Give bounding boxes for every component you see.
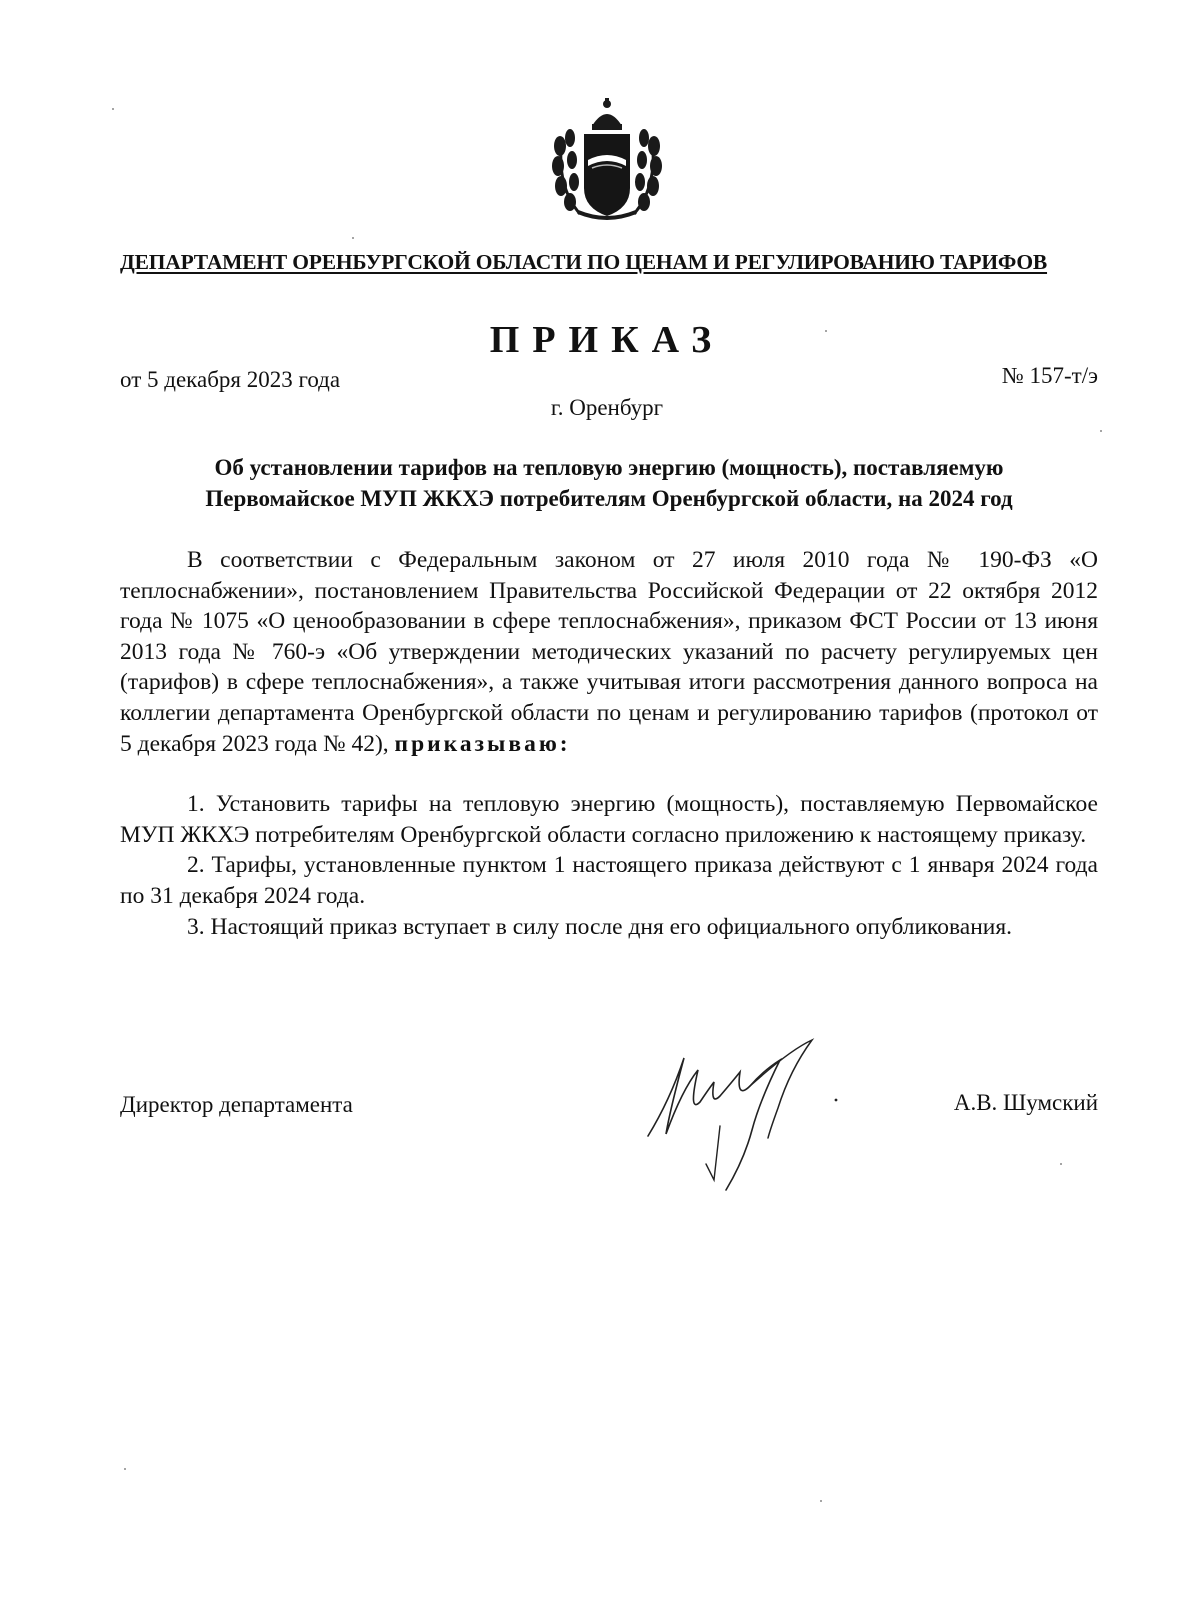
document-type: ПРИКАЗ (489, 319, 725, 361)
scan-speck (825, 330, 827, 332)
order-subject (120, 452, 1098, 514)
scan-speck (820, 1500, 822, 1502)
city: г. Оренбург (550, 395, 664, 420)
handwritten-signature (640, 1030, 860, 1205)
subject-line-1: Об установлении тарифов на тепловую энергию (мощность), поставляемую (214, 455, 1004, 480)
signer-name: А.В. Шумский (953, 1090, 1098, 1115)
scan-speck (124, 1468, 126, 1470)
department-name: ДЕПАРТАМЕНТ ОРЕНБУРГСКОЙ ОБЛАСТИ ПО ЦЕНАМ И РЕГУЛИРОВАНИЮ ТАРИФОВ (120, 250, 1048, 274)
signer-title: Директор департамента (120, 1092, 353, 1117)
scan-speck (1100, 430, 1102, 432)
item-2: 2. Тарифы, установленные пунктом 1 настоящего приказа действуют с 1 января 2024 года по 31 декабря 2024 года. (120, 852, 1098, 909)
orenburg-coat-of-arms-icon (548, 96, 666, 222)
preamble-text: В соответствии с Федеральным законом от 27 июля 2010 года № 190-ФЗ «О теплоснабжении», постановлением Правительства Российской Федерации от 22 октября 2012 года № 1075 «О ценообразовании в сфере теплоснабжения», приказом ФСТ России от 13 июня 2013 года № 760-э «Об утверждении методических указаний по расчету регулируемых цен (тарифов) в сфере теплоснабжения», а также учитывая итоги рассмотрения данного вопроса на коллегии департамента Оренбургской области по ценам и регулированию тарифов (протокол от 5 декабря 2023 года № 42), (120, 547, 1098, 757)
scan-speck (112, 108, 114, 110)
preamble-paragraph (120, 545, 1098, 759)
order-date: от 5 декабря 2023 года (120, 367, 341, 392)
item-1: 1. Установить тарифы на тепловую энергию (мощность), поставляемую Первомайское МУП ЖКХЭ потребителям Оренбургской области согласно приложению к настоящему приказу. (120, 791, 1098, 848)
subject-line-2: Первомайское МУП ЖКХЭ потребителям Оренбургской области, на 2024 год (205, 486, 1013, 511)
order-number: № 157-т/э (1001, 363, 1098, 388)
scan-speck (1060, 1163, 1062, 1165)
scan-speck (352, 237, 354, 239)
order-word: приказываю: (394, 730, 571, 757)
item-3: 3. Настоящий приказ вступает в силу после дня его официального опубликования. (187, 913, 1013, 940)
order-body (120, 545, 1098, 942)
